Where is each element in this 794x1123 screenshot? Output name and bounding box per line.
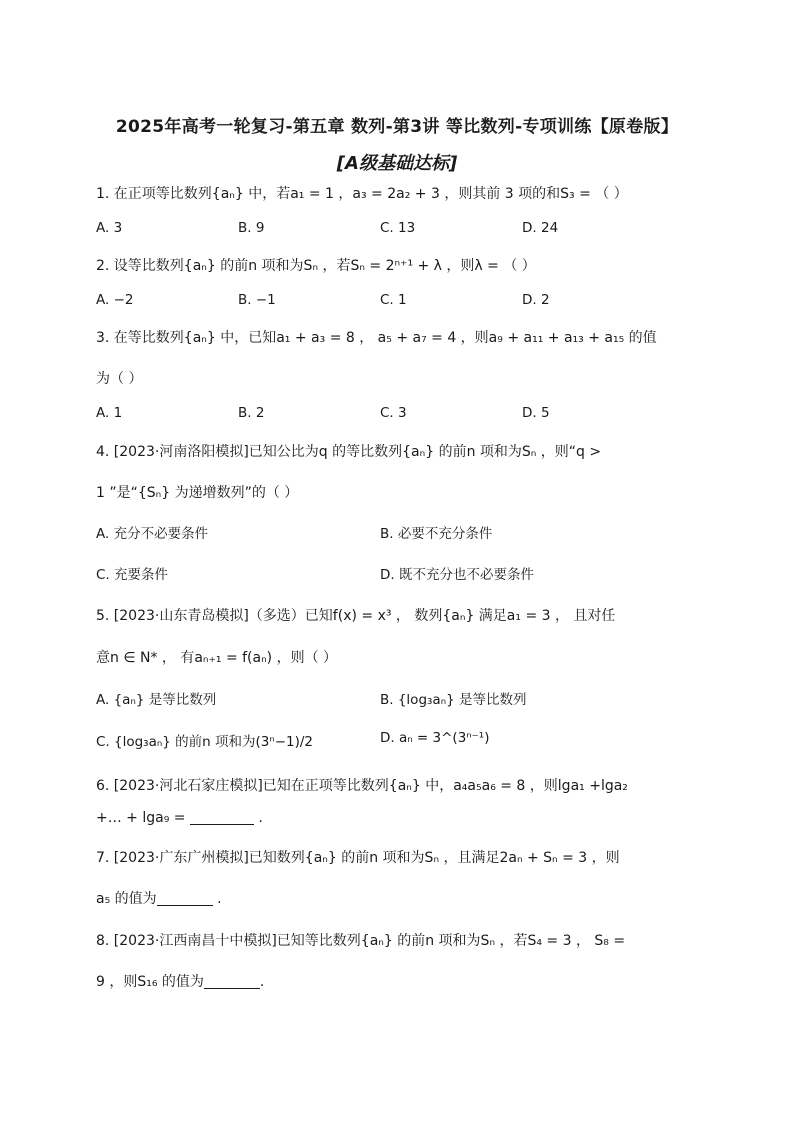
question-1-option-b: B. 9: [238, 220, 265, 236]
question-6-stem-cont: [96, 810, 263, 826]
answer-blank-6[interactable]: [190, 810, 254, 825]
question-6-stem: 6. [2023·河北石家庄模拟]已知在正项等比数列{aₙ} 中，a₄a₅a₆ = 8 ，则lga₁ +lga₂: [96, 778, 628, 794]
question-4-option-c: C. 充要条件: [96, 567, 169, 583]
question-4-option-d: D. 既不充分也不必要条件: [380, 567, 534, 583]
section-heading: [A级基础达标]: [336, 153, 458, 174]
question-3-option-d: D. 5: [522, 405, 550, 421]
question-5-stem: 5. [2023·山东青岛模拟]（多选）已知f(x) = x³ ， 数列{aₙ} 满足a₁ = 3 ， 且对任: [96, 608, 616, 624]
question-4-stem: 4. [2023·河南洛阳模拟]已知公比为q 的等比数列{aₙ} 的前n 项和为Sₙ ，则“q >: [96, 444, 602, 460]
question-6-end: .: [253, 810, 263, 826]
question-3-option-a: A. 1: [96, 405, 123, 421]
question-2-option-a: A. −2: [96, 292, 134, 308]
question-5-option-a: A. {aₙ} 是等比数列: [96, 692, 217, 708]
question-1-stem: 1. 在正项等比数列{aₙ} 中，若a₁ = 1 ，a₃ = 2a₂ + 3 ，则其前 3 项的和S₃ = （ ）: [96, 186, 628, 202]
question-3-option-c: C. 3: [380, 405, 407, 421]
question-8-stem: 8. [2023·江西南昌十中模拟]已知等比数列{aₙ} 的前n 项和为Sₙ ，若S₄ = 3 ， S₈ =: [96, 933, 626, 949]
question-1-option-c: C. 13: [380, 220, 416, 236]
question-1-option-d: D. 24: [522, 220, 559, 236]
question-4-option-a: A. 充分不必要条件: [96, 526, 209, 542]
question-5-option-c: C. {log₃aₙ} 的前n 项和为(3ⁿ−1)/2: [96, 734, 314, 750]
question-4-option-b: B. 必要不充分条件: [380, 526, 493, 542]
question-5-stem-cont: 意n ∈ N* ， 有aₙ₊₁ = f(aₙ) ，则（ ）: [96, 650, 338, 666]
question-3-stem: 3. 在等比数列{aₙ} 中，已知a₁ + a₃ = 8 ， a₅ + a₇ = 4 ，则a₉ + a₁₁ + a₁₃ + a₁₅ 的值: [96, 330, 657, 346]
question-8-stem-cont: [96, 971, 264, 991]
question-7-text: a₅ 的值为: [96, 891, 157, 907]
page-title: 2025年高考一轮复习-第五章 数列-第3讲 等比数列-专项训练【原卷版】: [115, 117, 679, 137]
question-8-text: 9 ，则S₁₆ 的值为: [96, 974, 204, 990]
question-8-end: .: [259, 974, 265, 990]
question-2-option-d: D. 2: [522, 292, 550, 308]
question-7-stem: 7. [2023·广东广州模拟]已知数列{aₙ} 的前n 项和为Sₙ ，且满足2aₙ + Sₙ = 3 ，则: [96, 850, 620, 866]
question-5-option-b: B. {log₃aₙ} 是等比数列: [380, 692, 527, 708]
question-4-stem-cont: 1 ”是“{Sₙ} 为递增数列”的（ ）: [96, 485, 299, 501]
question-1-option-a: A. 3: [96, 220, 123, 236]
question-2-stem: 2. 设等比数列{aₙ} 的前n 项和为Sₙ ，若Sₙ = 2ⁿ⁺¹ + λ ，则λ = （ ）: [96, 258, 536, 274]
answer-blank-7[interactable]: [157, 891, 213, 906]
question-2-option-b: B. −1: [238, 292, 276, 308]
question-5-option-d: D. aₙ = 3^(3ⁿ⁻¹): [380, 730, 490, 746]
question-3-stem-cont: 为（ ）: [96, 371, 143, 387]
answer-blank-8[interactable]: [204, 974, 260, 989]
question-2-option-c: C. 1: [380, 292, 407, 308]
question-6-text: +… + lga₉ =: [96, 810, 190, 826]
question-3-option-b: B. 2: [238, 405, 265, 421]
question-7-stem-cont: [96, 888, 222, 908]
question-7-end: .: [212, 891, 222, 907]
